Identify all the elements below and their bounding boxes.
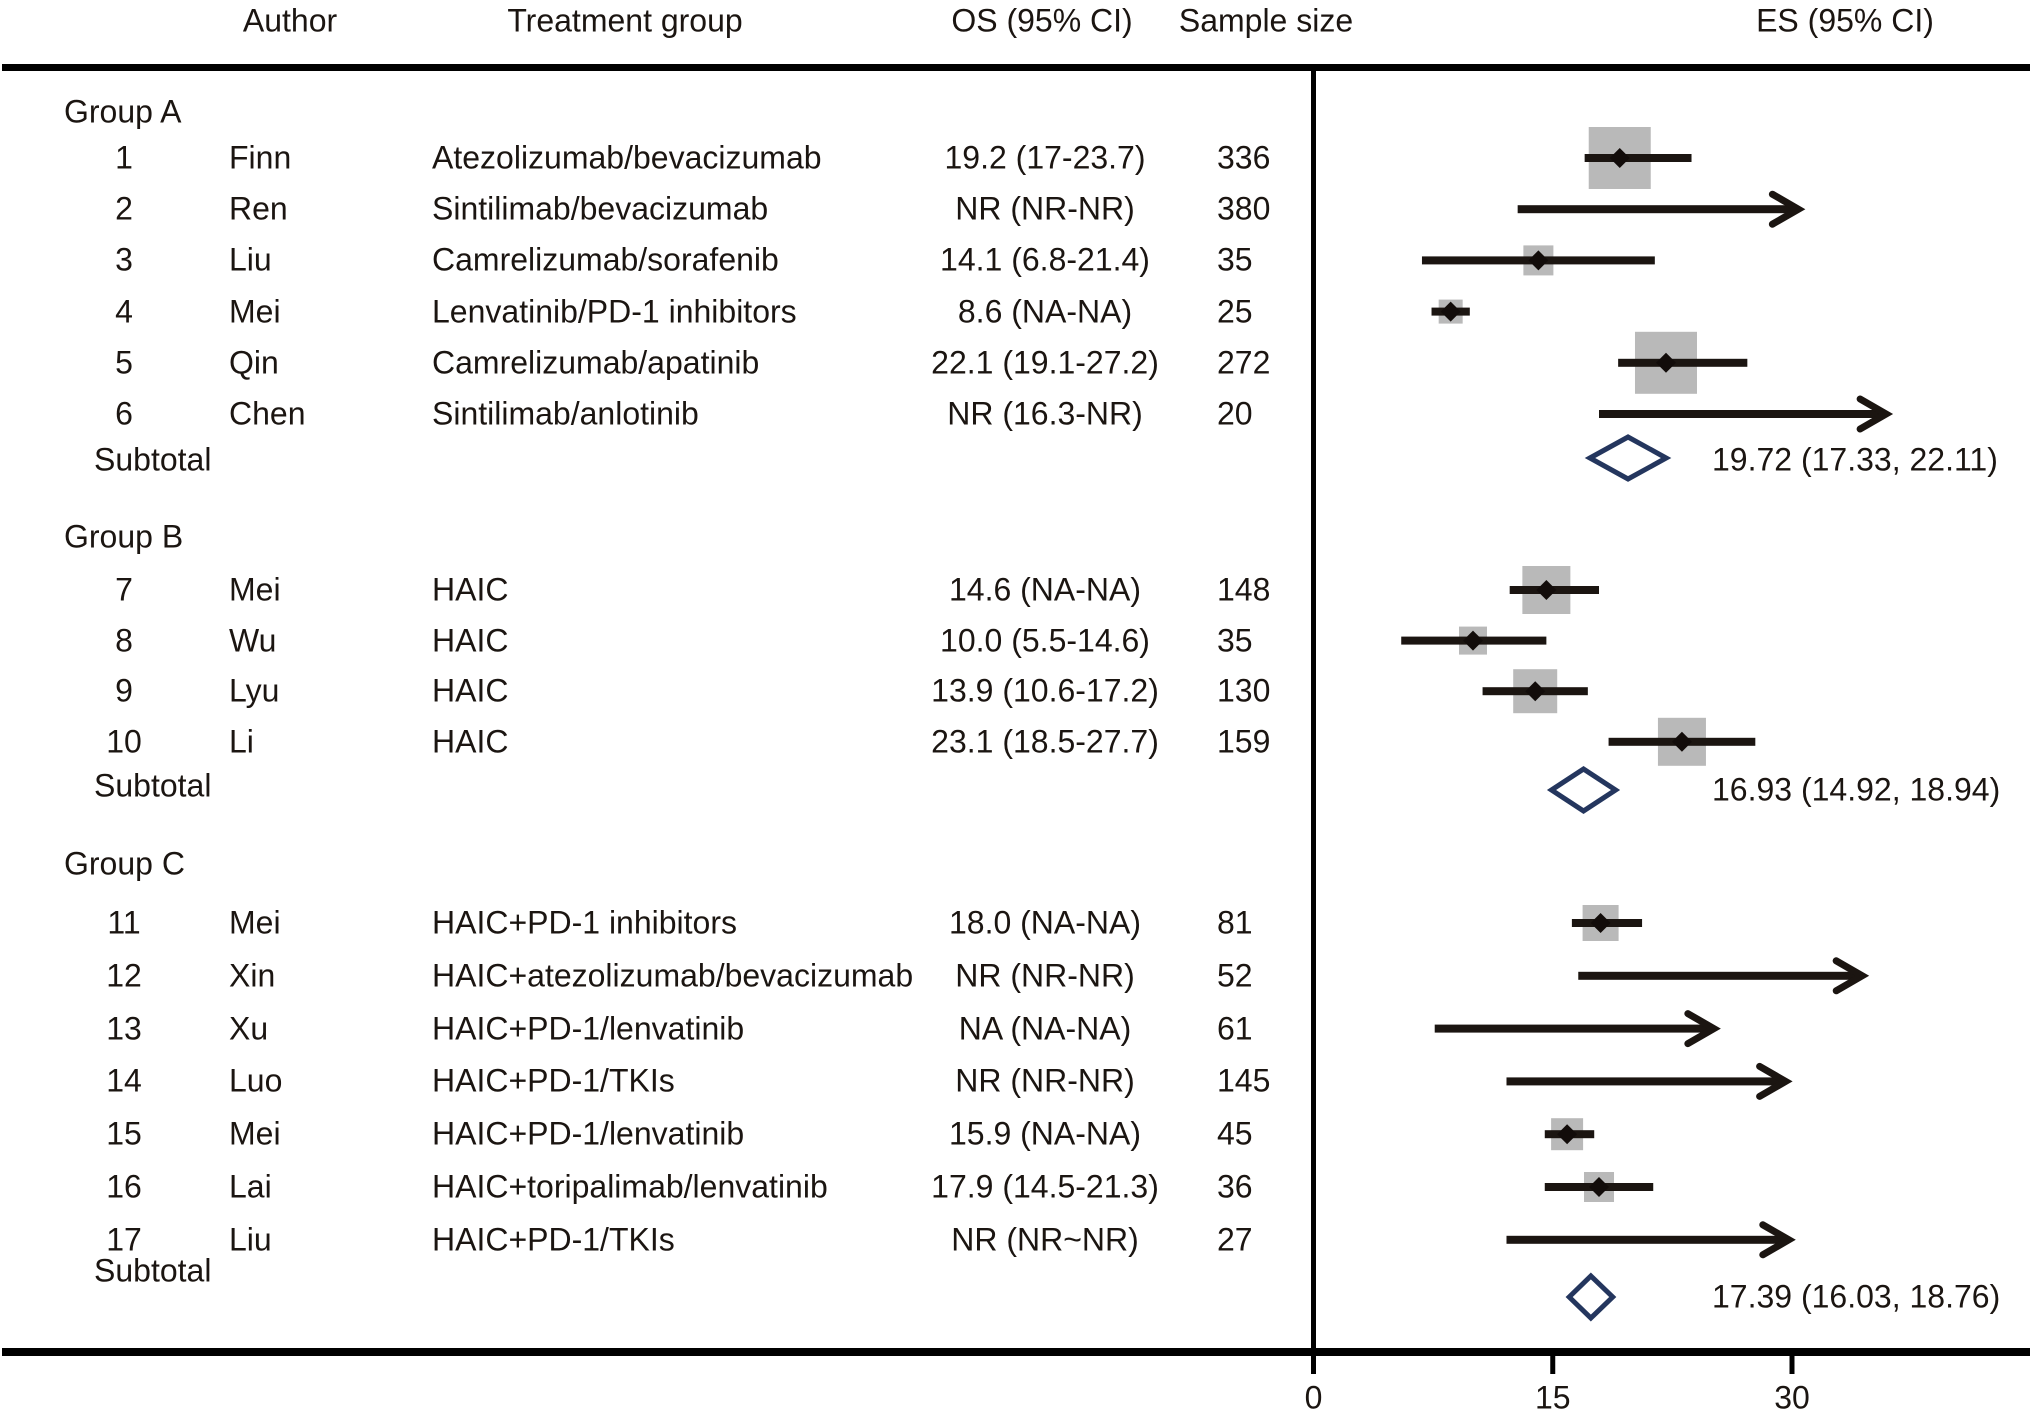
- study-sample-size: 20: [1217, 395, 1253, 432]
- study-row-number: 15: [106, 1115, 142, 1152]
- study-author: Xu: [229, 1009, 269, 1046]
- study-sample-size: 25: [1217, 292, 1253, 329]
- subtotal-diamond: [1590, 437, 1666, 479]
- subtotal-estimate-text: 16.93 (14.92, 18.94): [1712, 771, 2001, 808]
- study-treatment: HAIC+atezolizumab/bevacizumab: [432, 957, 914, 994]
- study-row-number: 8: [115, 621, 133, 658]
- ci-arrow-line: [1435, 1025, 1708, 1033]
- column-header-os-ci: OS (95% CI): [951, 2, 1133, 39]
- study-os-ci: 22.1 (19.1-27.2): [931, 344, 1159, 381]
- study-treatment: Lenvatinib/PD-1 inhibitors: [432, 292, 797, 329]
- subtotal-diamond: [1551, 769, 1615, 811]
- study-sample-size: 61: [1217, 1009, 1253, 1046]
- study-sample-size: 27: [1217, 1221, 1253, 1258]
- x-axis-tick-label: 30: [1774, 1379, 1810, 1416]
- bottom-rule: [2, 1348, 2030, 1356]
- subtotal-diamond: [1569, 1276, 1613, 1318]
- study-treatment: HAIC: [432, 571, 509, 608]
- study-sample-size: 35: [1217, 241, 1253, 278]
- study-author: Liu: [229, 1221, 272, 1258]
- ci-line: [1585, 154, 1692, 162]
- study-treatment: HAIC+PD-1/TKIs: [432, 1062, 675, 1099]
- study-treatment: Camrelizumab/apatinib: [432, 344, 760, 381]
- study-treatment: HAIC: [432, 621, 509, 658]
- x-axis-tick-label: 15: [1534, 1379, 1571, 1416]
- study-author: Qin: [229, 344, 279, 381]
- study-sample-size: 336: [1217, 139, 1271, 176]
- study-sample-size: 159: [1217, 723, 1271, 760]
- study-author: Mei: [229, 571, 281, 608]
- study-row-number: 9: [115, 672, 133, 709]
- study-row-number: 2: [115, 190, 133, 227]
- study-sample-size: 81: [1217, 904, 1253, 941]
- study-treatment: HAIC: [432, 672, 509, 709]
- study-row-number: 3: [115, 241, 133, 278]
- study-row-number: 16: [106, 1168, 142, 1205]
- column-header-es-ci: ES (95% CI): [1756, 2, 1934, 39]
- study-os-ci: NA (NA-NA): [958, 1009, 1132, 1046]
- study-os-ci: 10.0 (5.5-14.6): [940, 621, 1150, 658]
- study-os-ci: NR (NR-NR): [955, 1062, 1135, 1099]
- group-label: Group A: [64, 93, 182, 130]
- study-os-ci: 15.9 (NA-NA): [948, 1115, 1142, 1152]
- study-sample-size: 35: [1217, 621, 1253, 658]
- ci-arrow-line: [1506, 1236, 1782, 1244]
- ci-line: [1618, 359, 1747, 367]
- study-sample-size: 145: [1217, 1062, 1271, 1099]
- study-os-ci: NR (NR-NR): [955, 957, 1135, 994]
- study-row-number: 17: [106, 1221, 142, 1258]
- study-os-ci: NR (16.3-NR): [947, 395, 1143, 432]
- study-author: Mei: [229, 1115, 281, 1152]
- study-author: Lyu: [229, 672, 280, 709]
- study-treatment: HAIC: [432, 723, 509, 760]
- x-axis-tick: [1790, 1356, 1795, 1374]
- study-row-number: 1: [115, 139, 133, 176]
- study-row-number: 11: [107, 904, 141, 941]
- ci-arrow-line: [1578, 972, 1856, 980]
- study-sample-size: 52: [1217, 957, 1253, 994]
- group-label: Group C: [64, 845, 185, 882]
- subtotal-label: Subtotal: [94, 441, 212, 478]
- study-author: Lai: [229, 1168, 272, 1205]
- zero-axis-line: [1311, 67, 1316, 1356]
- study-author: Ren: [229, 190, 288, 227]
- subtotal-estimate-text: 19.72 (17.33, 22.11): [1712, 441, 1998, 478]
- study-sample-size: 272: [1217, 344, 1271, 381]
- study-os-ci: 14.1 (6.8-21.4): [940, 241, 1150, 278]
- study-author: Xin: [229, 957, 276, 994]
- study-os-ci: 18.0 (NA-NA): [948, 904, 1142, 941]
- study-treatment: Atezolizumab/bevacizumab: [432, 139, 822, 176]
- top-rule: [2, 64, 2030, 71]
- x-axis-tick: [1311, 1356, 1316, 1374]
- x-axis-tick-label: 0: [1304, 1379, 1323, 1416]
- subtotal-estimate-text: 17.39 (16.03, 18.76): [1712, 1278, 2001, 1315]
- study-row-number: 12: [106, 957, 142, 994]
- study-row-number: 5: [115, 344, 133, 381]
- column-header-author: Author: [242, 2, 338, 39]
- column-header-sample-size: Sample size: [1178, 2, 1354, 39]
- study-os-ci: NR (NR-NR): [955, 190, 1135, 227]
- study-treatment: HAIC+PD-1 inhibitors: [432, 904, 737, 941]
- study-sample-size: 148: [1217, 571, 1271, 608]
- study-treatment: HAIC+PD-1/lenvatinib: [432, 1009, 745, 1046]
- subtotal-label: Subtotal: [94, 1252, 212, 1289]
- study-author: Chen: [229, 395, 306, 432]
- study-sample-size: 380: [1217, 190, 1271, 227]
- study-os-ci: 19.2 (17-23.7): [944, 139, 1146, 176]
- study-os-ci: 13.9 (10.6-17.2): [931, 672, 1159, 709]
- study-row-number: 13: [106, 1009, 142, 1046]
- ci-arrow-line: [1599, 410, 1880, 418]
- study-row-number: 6: [115, 395, 133, 432]
- study-author: Wu: [229, 621, 277, 658]
- study-treatment: Sintilimab/anlotinib: [432, 395, 699, 432]
- study-os-ci: 14.6 (NA-NA): [948, 571, 1142, 608]
- study-row-number: 4: [115, 292, 133, 329]
- ci-arrow-line: [1518, 205, 1793, 213]
- study-os-ci: 8.6 (NA-NA): [957, 292, 1133, 329]
- study-treatment: HAIC+toripalimab/lenvatinib: [432, 1168, 828, 1205]
- x-axis-tick: [1550, 1356, 1555, 1374]
- study-sample-size: 36: [1217, 1168, 1253, 1205]
- study-os-ci: 17.9 (14.5-21.3): [931, 1168, 1159, 1205]
- study-author: Mei: [229, 292, 281, 329]
- study-author: Luo: [229, 1062, 283, 1099]
- study-sample-size: 130: [1217, 672, 1271, 709]
- study-sample-size: 45: [1217, 1115, 1253, 1152]
- study-author: Li: [229, 723, 254, 760]
- column-header-treatment-group: Treatment group: [507, 2, 743, 39]
- study-treatment: Camrelizumab/sorafenib: [432, 241, 779, 278]
- ci-arrow-line: [1506, 1077, 1779, 1085]
- group-label: Group B: [64, 518, 184, 555]
- study-row-number: 7: [115, 571, 133, 608]
- study-row-number: 14: [106, 1062, 142, 1099]
- study-treatment: Sintilimab/bevacizumab: [432, 190, 769, 227]
- study-treatment: HAIC+PD-1/TKIs: [432, 1221, 675, 1258]
- study-os-ci: NR (NR~NR): [951, 1221, 1139, 1258]
- subtotal-label: Subtotal: [94, 767, 212, 804]
- study-author: Mei: [229, 904, 281, 941]
- study-treatment: HAIC+PD-1/lenvatinib: [432, 1115, 745, 1152]
- study-author: Liu: [229, 241, 272, 278]
- study-row-number: 10: [106, 723, 142, 760]
- study-author: Finn: [229, 139, 292, 176]
- study-os-ci: 23.1 (18.5-27.7): [931, 723, 1159, 760]
